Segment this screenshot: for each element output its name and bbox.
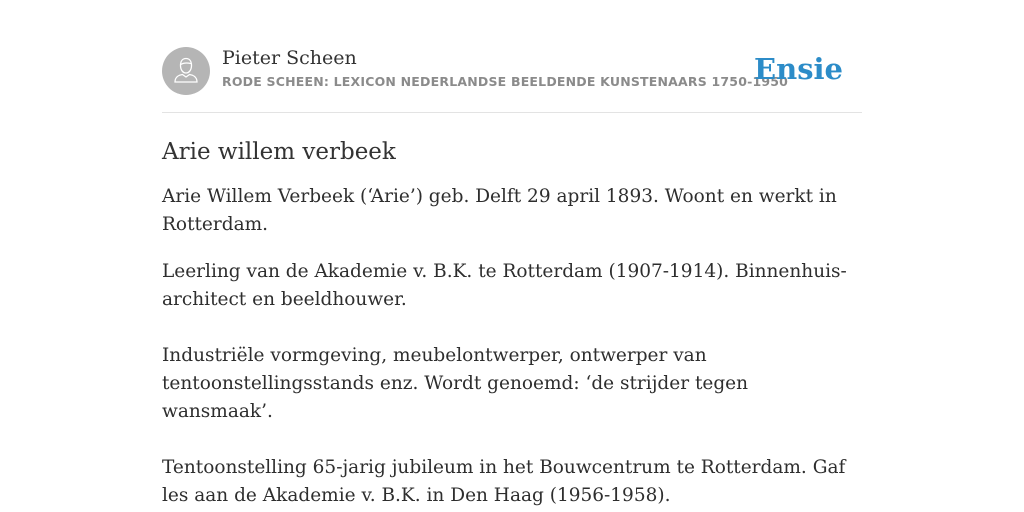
article-paragraph: Leerling van de Akademie v. B.K. te Rotterdam (1907-1914). Binnenhuis-architect en beeldhouwer. xyxy=(162,261,847,310)
page-content xyxy=(162,46,862,510)
article-title: Arie willem verbeek xyxy=(162,139,396,165)
article-paragraph: Industriële vormgeving, meubelontwerper, ontwerper van tentoonstellingsstands enz. Wordt genoemd: ‘de strijder tegen wansmaak’. xyxy=(162,345,749,422)
page-header xyxy=(162,46,862,113)
article-paragraph: Arie Willem Verbeek (‘Arie’) geb. Delft 29 april 1893. Woont en werkt in Rotterdam. xyxy=(162,186,837,235)
source-title[interactable]: RODE SCHEEN: LEXICON NEDERLANDSE BEELDENDE KUNSTENAARS 1750-1950 xyxy=(222,74,789,89)
author-name[interactable]: Pieter Scheen xyxy=(222,47,357,69)
user-icon xyxy=(162,47,210,95)
article-paragraph: Tentoonstelling 65-jarig jubileum in het Bouwcentrum te Rotterdam. Gaf les aan de Akademie v. B.K. in Den Haag (1956-1958). xyxy=(162,457,846,506)
ensie-logo[interactable]: Ensie xyxy=(754,52,843,86)
author-avatar[interactable] xyxy=(162,47,210,95)
